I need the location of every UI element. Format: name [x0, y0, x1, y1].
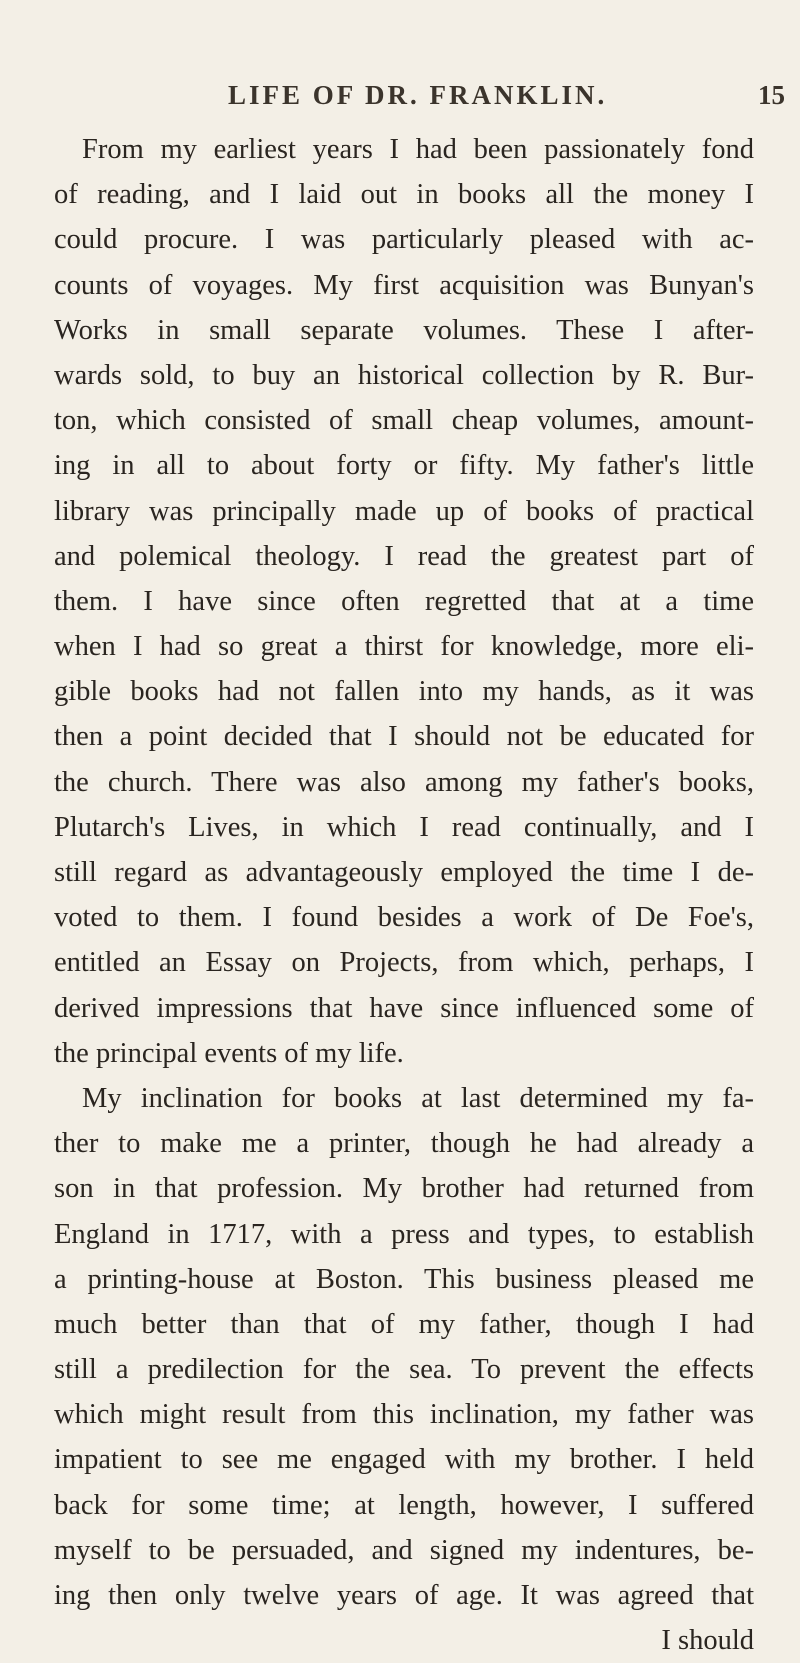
text-line: My inclination for books at last determined my fa-: [82, 1082, 754, 1114]
text-line: when I had so great a thirst for knowledge, more eli-: [54, 631, 754, 663]
catchword: I should: [661, 1625, 754, 1657]
text-line: gible books had not fallen into my hands, as it was: [54, 676, 754, 708]
running-head: LIFE OF DR. FRANKLIN.: [228, 80, 608, 110]
text-line: wards sold, to buy an historical collection by R. Bur-: [54, 359, 754, 391]
text-line: Works in small separate volumes. These I after-: [54, 314, 754, 346]
text-line: still a predilection for the sea. To prevent the effects: [54, 1354, 754, 1386]
text-line: which might result from this inclination, my father was: [54, 1399, 754, 1431]
text-line: Plutarch's Lives, in which I read continually, and I: [54, 811, 754, 843]
text-line: the principal events of my life.: [54, 1037, 404, 1069]
text-line: and polemical theology. I read the greatest part of: [54, 540, 754, 572]
text-line: impatient to see me engaged with my brother. I held: [54, 1444, 754, 1476]
text-line: ing in all to about forty or fifty. My father's little: [54, 450, 754, 482]
page-header: [228, 80, 788, 120]
text-line: much better than that of my father, though I had: [54, 1308, 754, 1340]
page-number: 15: [758, 80, 785, 110]
text-line: library was principally made up of books of practical: [54, 495, 754, 527]
text-line: ton, which consisted of small cheap volumes, amount-: [54, 405, 754, 437]
text-line: of reading, and I laid out in books all the money I: [54, 179, 754, 211]
text-line: ther to make me a printer, though he had already a: [54, 1128, 754, 1160]
text-line: then a point decided that I should not be educated for: [54, 721, 754, 753]
text-line: derived impressions that have since influenced some of: [54, 992, 754, 1024]
text-line: back for some time; at length, however, I suffered: [54, 1489, 754, 1521]
text-line: entitled an Essay on Projects, from which, perhaps, I: [54, 947, 754, 979]
body-text: [54, 127, 754, 1663]
text-line: a printing-house at Boston. This business pleased me: [54, 1263, 754, 1295]
text-line: voted to them. I found besides a work of De Foe's,: [54, 902, 754, 934]
text-line: ing then only twelve years of age. It was agreed that: [54, 1580, 754, 1611]
text-line: From my earliest years I had been passionately fond: [82, 134, 754, 165]
text-line: still regard as advantageously employed the time I de-: [54, 857, 754, 888]
text-line: could procure. I was particularly pleased with ac-: [54, 224, 754, 256]
text-line: myself to be persuaded, and signed my indentures, be-: [54, 1534, 754, 1566]
text-line: counts of voyages. My first acquisition was Bunyan's: [54, 269, 754, 301]
text-line: the church. There was also among my father's books,: [54, 766, 754, 798]
text-line: son in that profession. My brother had returned from: [54, 1173, 754, 1205]
text-line: England in 1717, with a press and types, to establish: [54, 1218, 754, 1250]
text-line: them. I have since often regretted that at a time: [54, 585, 754, 617]
